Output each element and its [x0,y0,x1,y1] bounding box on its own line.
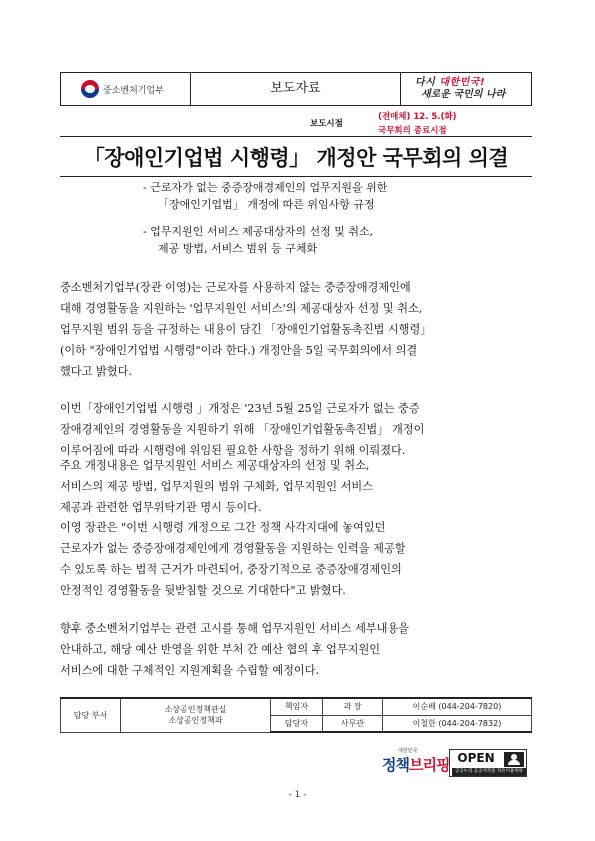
release-note: 국무회의 종료시점 [378,126,447,136]
text-line: 중소벤처기업부(장관 이영)는 근로자를 사용하지 않는 중증장애경제인에 [60,281,411,294]
ministry-name: 중소벤처기업부 [103,85,164,96]
contact-table [60,697,532,733]
briefing-small-text: 대한민국 [398,748,418,754]
text-line: 제공과 관련한 업무위탁기관 명시 등이다. [60,501,262,514]
text-line: 수 있도록 하는 법적 근거가 마련되어, 중장기적으로 중증장애경제인의 [60,563,402,576]
open-sub-label: 공공누리 공공저작물 자유이용허락 [452,768,526,776]
text-line: 근로자가 없는 중증장애경제인에게 경영활동을 지원하는 인력을 제공할 [60,542,406,555]
paragraph-5 [60,618,538,681]
text-line: 이루어짐에 따라 시행령에 위임된 필요한 사항을 정하기 위해 이뤄졌다. [60,444,406,457]
text-line: 서비스의 제공 방법, 업무지원의 범위 구체화, 업무지원인 서비스 [60,480,373,493]
page-title: 「장애인기업법 시행령」 개정안 국무회의 의결 [83,146,509,170]
text-line: 이영 장관은 "이번 시행령 개정으로 그간 정책 사각지대에 놓여있던 [60,521,386,534]
contact-person: 이철한 (044-204-7832) [383,715,532,732]
text-line: 향후 중소벤처기업부는 관련 고시를 통해 업무지원인 서비스 세부내용을 [60,622,410,635]
page-number: - 1 - [288,790,307,800]
text-line: 주요 개정내용은 업무지원인 서비스 제공대상자의 선정 및 취소, [60,459,370,472]
job-title: 과 장 [323,698,383,715]
role-label: 책임자 [271,698,323,715]
slogan-part-a: 다시 [415,77,440,88]
role-label: 담당자 [271,715,323,732]
text-line: (이하 "장애인기업법 시행령"이라 한다.) 개정안을 5일 국무회의에서 의결 [60,344,418,357]
subtitle-line: 「장애인기업법」 개정에 따른 위임사항 규정 [158,198,375,211]
taegeuk-icon [81,80,99,98]
text-line: 서비스에 대한 구체적인 지원계획을 수립할 예정이다. [60,664,320,677]
dept-name: 소상공인정책관실 [164,705,227,715]
divider [60,136,532,137]
slogan-part-b: 대한민국! [439,77,486,88]
contact-person: 이순배 (044-204-7820) [383,698,532,715]
subtitle-line: 제공 방법, 서비스 범위 등 구체화 [158,242,318,255]
paragraph-1 [60,277,538,382]
release-date: (전매체) 12. 5.(화) [378,112,457,122]
open-label: OPEN [457,751,495,765]
divider [60,176,532,177]
text-line: 이번「장애인기업법 시행령 」개정은 '23년 5월 25일 근로자가 없는 중증 [60,402,420,415]
text-line: 업무지원 범위 등을 규정하는 내용이 담긴 「장애인기업활동촉진법 시행령」 [60,323,432,336]
text-line: 장애경제인의 경영활동을 지원하기 위해 「장애인기업활동촉진법」 개정이 [60,423,425,436]
text-line: 했다고 밝혔다. [60,365,132,378]
slogan [401,73,531,105]
subtitle-line: - 업무지원인 서비스 제공대상자의 선정 및 취소, [143,225,374,238]
paragraph-4 [60,517,538,601]
text-line: 안정적인 경영활동을 뒷받침할 것으로 기대한다"고 밝혔다. [60,584,346,597]
slogan-line-2: 새로운 국민의 나라 [421,89,506,100]
doc-type: 보도자료 [191,73,401,105]
release-label: 보도시점 [310,119,343,129]
briefing-text-b: 브리핑 [408,756,450,774]
ministry-logo [61,73,191,105]
dept-label: 담당 부서 [61,698,121,732]
open-license-badge [449,749,527,777]
text-line: 대해 경영활동을 지원하는 '업무지원인 서비스'의 제공대상자 선정 및 취소, [60,302,423,315]
header-box [60,72,532,106]
job-title: 사무관 [323,715,383,732]
briefing-text-a: 정책 [382,756,409,774]
policy-briefing-logo [382,747,449,775]
paragraph-2 [60,398,538,461]
text-line: 안내하고, 해당 예산 반영을 위한 부처 간 예산 협의 후 업무지원인 [60,643,381,656]
paragraph-3 [60,455,538,518]
subtitle-line: - 근로자가 없는 중증장애경제인의 업무지원을 위한 [143,181,388,194]
person-icon [504,752,524,767]
dept-name: 소상공인정책과 [168,716,223,726]
dept-names [121,698,271,732]
